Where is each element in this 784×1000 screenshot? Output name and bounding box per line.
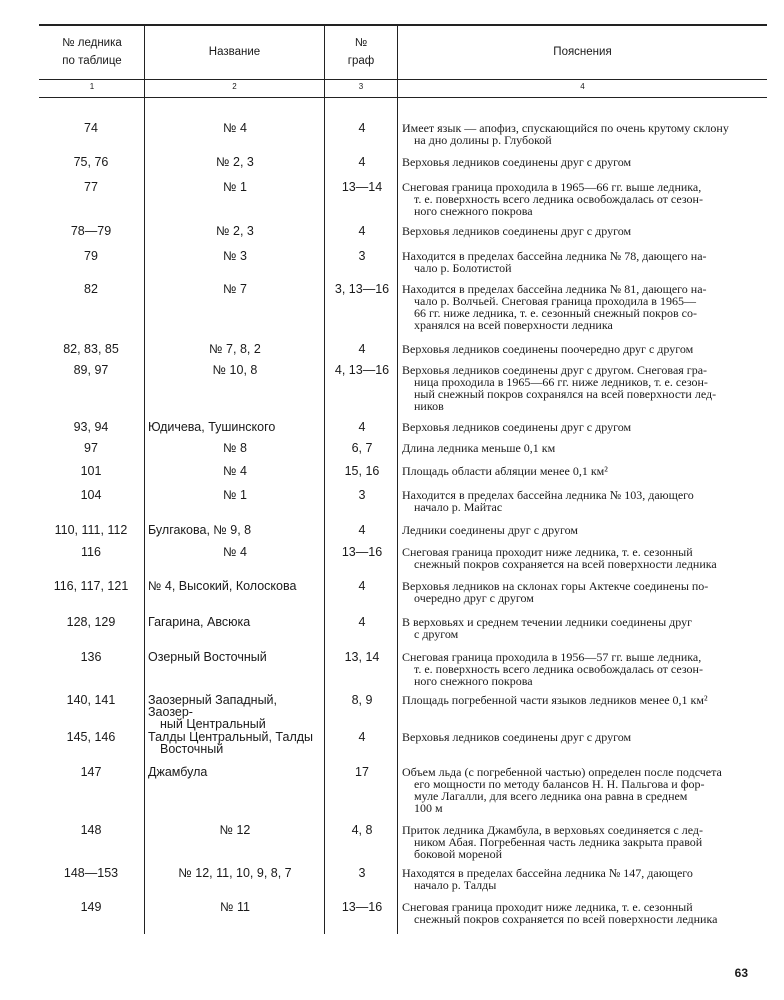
cell-note-line: муле Лагалли, для всего ледника она равна в среднем xyxy=(414,789,688,803)
page-number: 63 xyxy=(734,966,748,980)
cell-glacier-name: № 4 xyxy=(223,545,247,559)
cell-glacier-name: № 12 xyxy=(219,823,251,837)
cell-note xyxy=(402,731,750,743)
header-graph-line1: № xyxy=(354,37,368,49)
cell-graph-number: 4 xyxy=(358,121,366,135)
cell-glacier-name: № 12, 11, 10, 9, 8, 7 xyxy=(178,866,292,880)
cell-note-line: Площадь погребенной части языков ледников менее 0,1 км² xyxy=(402,693,708,707)
cell-graph-number: 4 xyxy=(358,523,366,537)
cell-graph-number: 6, 7 xyxy=(351,441,373,455)
cell-glacier-name: № 4, Высокий, Колоскова xyxy=(148,579,297,593)
cell-glacier-name: № 3 xyxy=(223,249,247,263)
cell-glacier-name-line: Талды Центральный, Талды xyxy=(148,730,314,744)
header-rule xyxy=(39,79,767,80)
cell-glacier-number: 148 xyxy=(80,823,102,837)
cell-note-line: Верховья ледников соединены поочередно друг с другом xyxy=(402,342,694,356)
cell-note xyxy=(402,283,750,331)
header-notes: Пояснения xyxy=(553,46,612,58)
cell-note-line: Снеговая граница проходит ниже ледника, т. е. сезонный xyxy=(402,545,693,559)
cell-graph-number: 4 xyxy=(358,420,366,434)
cell-note-line: начало р. Талды xyxy=(414,878,497,892)
cell-note xyxy=(402,901,750,925)
cell-note-line: Снеговая граница проходила в 1956—57 гг. выше ледника, xyxy=(402,650,702,664)
cell-glacier-name: Джамбула xyxy=(148,765,208,779)
cell-note-line: Имеет язык — апофиз, спускающийся по очень крутому склону xyxy=(402,121,729,135)
cell-graph-number: 13—16 xyxy=(341,545,383,559)
cell-note-line: ником Абая. Погребенная часть ледника закрыта правой xyxy=(414,835,703,849)
cell-graph-number: 4 xyxy=(358,155,366,169)
cell-glacier-name: № 10, 8 xyxy=(212,363,258,377)
cell-note-line: т. е. поверхность всего ледника освобождалась от сезон- xyxy=(414,192,703,206)
cell-graph-number: 4 xyxy=(358,579,366,593)
cell-glacier-number: 97 xyxy=(84,441,98,455)
cell-note-line: Находится в пределах бассейна ледника № 78, дающего на- xyxy=(402,249,707,263)
cell-graph-number: 4 xyxy=(358,224,366,238)
cell-note xyxy=(402,766,750,814)
cell-graph-number: 8, 9 xyxy=(351,693,373,707)
header-glacier-number-line2: по таблице xyxy=(62,55,122,67)
cell-glacier-name: № 2, 3 xyxy=(216,224,254,238)
cell-note-line: Верховья ледников соединены друг с другом xyxy=(402,730,632,744)
cell-glacier-number: 149 xyxy=(80,900,102,914)
cell-note-line: Ледники соединены друг с другом xyxy=(402,523,578,537)
cell-note-line: ного снежного покрова xyxy=(414,204,533,218)
cell-note xyxy=(402,343,750,355)
cell-glacier-name: № 8 xyxy=(223,441,247,455)
cell-graph-number: 4 xyxy=(358,730,366,744)
cell-glacier-name: Озерный Восточный xyxy=(148,650,267,664)
cell-glacier-name xyxy=(148,694,322,730)
cell-glacier-name: № 4 xyxy=(223,121,247,135)
cell-note-line: очередно друг с другом xyxy=(414,591,534,605)
cell-note-line: Приток ледника Джамбула, в верховьях соединяется с лед- xyxy=(402,823,703,837)
cell-glacier-name: Булгакова, № 9, 8 xyxy=(148,523,252,537)
cell-note-line: Площадь области абляции менее 0,1 км² xyxy=(402,464,608,478)
cell-note xyxy=(402,524,750,536)
cell-note-line: Длина ледника меньше 0,1 км xyxy=(402,441,556,455)
cell-glacier-number: 101 xyxy=(80,464,102,478)
cell-graph-number: 3 xyxy=(358,249,366,263)
cell-graph-number: 3 xyxy=(358,488,366,502)
cell-note-line: Верховья ледников соединены друг с другом xyxy=(402,420,632,434)
cell-glacier-name-line: Заозерный Западный, Заозер- xyxy=(148,693,278,719)
cell-note-line: ница проходила в 1965—66 гг. ниже ледников, т. е. сезон- xyxy=(414,375,708,389)
cell-glacier-number: 136 xyxy=(80,650,102,664)
cell-note-line: Находятся в пределах бассейна ледника № 147, дающего xyxy=(402,866,693,880)
column-divider-2 xyxy=(324,25,325,934)
cell-note-line: начало р. Майтас xyxy=(414,500,503,514)
cell-graph-number: 13—14 xyxy=(341,180,383,194)
cell-glacier-name xyxy=(148,731,322,755)
cell-glacier-name: № 4 xyxy=(223,464,247,478)
cell-note-line: ников xyxy=(414,399,444,413)
header-graph xyxy=(325,34,397,70)
cell-note xyxy=(402,651,750,687)
cell-note xyxy=(402,364,750,412)
column-number-3: 3 xyxy=(358,82,364,91)
cell-note-line: снежный покров сохраняется по всей поверхности ледника xyxy=(414,912,718,926)
cell-note xyxy=(402,867,750,891)
cell-glacier-name: № 7 xyxy=(223,282,247,296)
cell-glacier-name: № 7, 8, 2 xyxy=(209,342,261,356)
cell-graph-number: 17 xyxy=(355,765,369,779)
cell-glacier-number: 145, 146 xyxy=(66,730,116,744)
column-number-rule xyxy=(39,97,767,98)
cell-glacier-number: 89, 97 xyxy=(73,363,109,377)
cell-note xyxy=(402,225,750,237)
cell-note-line: Находится в пределах бассейна ледника № 81, дающего на- xyxy=(402,282,707,296)
cell-note xyxy=(402,824,750,860)
cell-graph-number: 13—16 xyxy=(341,900,383,914)
cell-glacier-name: № 1 xyxy=(223,488,247,502)
cell-note-line: чало р. Волчьей. Снеговая граница проходила в 1965— xyxy=(414,294,696,308)
table-top-rule xyxy=(39,24,767,26)
cell-graph-number: 4 xyxy=(358,342,366,356)
cell-note-line: Находится в пределах бассейна ледника № 103, дающего xyxy=(402,488,694,502)
cell-graph-number: 4 xyxy=(358,615,366,629)
cell-glacier-name-line: Восточный xyxy=(160,742,224,756)
cell-glacier-number: 93, 94 xyxy=(73,420,109,434)
cell-glacier-number: 82, 83, 85 xyxy=(63,342,119,356)
cell-note-line: Верховья ледников соединены друг с другом xyxy=(402,224,632,238)
cell-note-line: боковой мореной xyxy=(414,847,503,861)
cell-note xyxy=(402,122,750,146)
cell-note-line: Верховья ледников соединены друг с другом xyxy=(402,155,632,169)
cell-note-line: Верховья ледников соединены друг с другом. Снеговая гра- xyxy=(402,363,708,377)
cell-note-line: Объем льда (с погребенной частью) определен после подсчета xyxy=(402,765,722,779)
cell-glacier-number: 75, 76 xyxy=(73,155,109,169)
cell-note xyxy=(402,421,750,433)
cell-glacier-name: № 2, 3 xyxy=(216,155,254,169)
cell-glacier-number: 116 xyxy=(81,545,101,559)
cell-note-line: ный снежный покров сохранялся на всей поверхности лед- xyxy=(414,387,717,401)
cell-glacier-number: 140, 141 xyxy=(66,693,116,707)
column-number-2: 2 xyxy=(232,82,237,91)
cell-glacier-name: № 1 xyxy=(223,180,247,194)
cell-glacier-name: № 11 xyxy=(220,900,250,914)
cell-note-line: Снеговая граница проходит ниже ледника, т. е. сезонный xyxy=(402,900,693,914)
cell-graph-number: 3 xyxy=(358,866,366,880)
header-name: Название xyxy=(208,46,261,58)
cell-note-line: Снеговая граница проходила в 1965—66 гг. выше ледника, xyxy=(402,180,702,194)
cell-note-line: т. е. поверхность всего ледника освобождалась от сезон- xyxy=(414,662,703,676)
cell-graph-number: 15, 16 xyxy=(344,464,380,478)
cell-graph-number: 4, 8 xyxy=(351,823,373,837)
header-glacier-number-line1: № ледника xyxy=(62,37,122,49)
cell-note-line: на дно долины р. Глубокой xyxy=(414,133,552,147)
cell-glacier-number: 116, 117, 121 xyxy=(53,579,129,593)
cell-note xyxy=(402,489,750,513)
cell-note xyxy=(402,465,750,477)
cell-note xyxy=(402,580,750,604)
cell-note xyxy=(402,694,750,706)
cell-glacier-number: 104 xyxy=(80,488,102,502)
cell-glacier-number: 79 xyxy=(84,249,98,263)
cell-note xyxy=(402,546,750,570)
cell-note xyxy=(402,156,750,168)
cell-note-line: ного снежного покрова xyxy=(414,674,533,688)
cell-graph-number: 4, 13—16 xyxy=(334,363,390,377)
cell-glacier-number: 78—79 xyxy=(70,224,112,238)
cell-graph-number: 3, 13—16 xyxy=(334,282,390,296)
cell-glacier-number: 74 xyxy=(84,121,98,135)
cell-note-line: хранялся на всей поверхности ледника xyxy=(414,318,613,332)
cell-glacier-number: 82 xyxy=(84,282,98,296)
cell-note-line: Верховья ледников на склонах горы Актекче соединены по- xyxy=(402,579,709,593)
cell-note-line: 66 гг. ниже ледника, т. е. сезонный снежный покров со- xyxy=(414,306,697,320)
cell-glacier-number: 110, 111, 112 xyxy=(54,523,128,537)
cell-note xyxy=(402,181,750,217)
cell-note-line: чало р. Болотистой xyxy=(414,261,512,275)
cell-glacier-number: 128, 129 xyxy=(66,615,116,629)
cell-glacier-name: Юдичева, Тушинского xyxy=(148,420,276,434)
cell-glacier-name: Гагарина, Авсюка xyxy=(148,615,251,629)
column-divider-1 xyxy=(144,25,145,934)
cell-note xyxy=(402,616,750,640)
cell-graph-number: 13, 14 xyxy=(344,650,380,664)
cell-note-line: его мощности по методу балансов Н. Н. Пальгова и фор- xyxy=(414,777,705,791)
cell-note xyxy=(402,442,750,454)
header-glacier-number xyxy=(40,34,144,70)
cell-note-line: В верховьях и среднем течении ледники соединены друг xyxy=(402,615,693,629)
cell-note-line: 100 м xyxy=(414,801,443,815)
cell-glacier-number: 148—153 xyxy=(63,866,119,880)
cell-note xyxy=(402,250,750,274)
cell-note-line: снежный покров сохраняется на всей поверхности ледника xyxy=(414,557,717,571)
column-number-1: 1 xyxy=(89,82,95,91)
cell-glacier-number: 147 xyxy=(80,765,102,779)
column-number-4: 4 xyxy=(580,82,585,91)
cell-glacier-number: 77 xyxy=(84,180,98,194)
cell-glacier-name-line: ный Центральный xyxy=(160,717,266,731)
header-graph-line2: граф xyxy=(347,55,375,67)
cell-note-line: с другом xyxy=(414,627,459,641)
